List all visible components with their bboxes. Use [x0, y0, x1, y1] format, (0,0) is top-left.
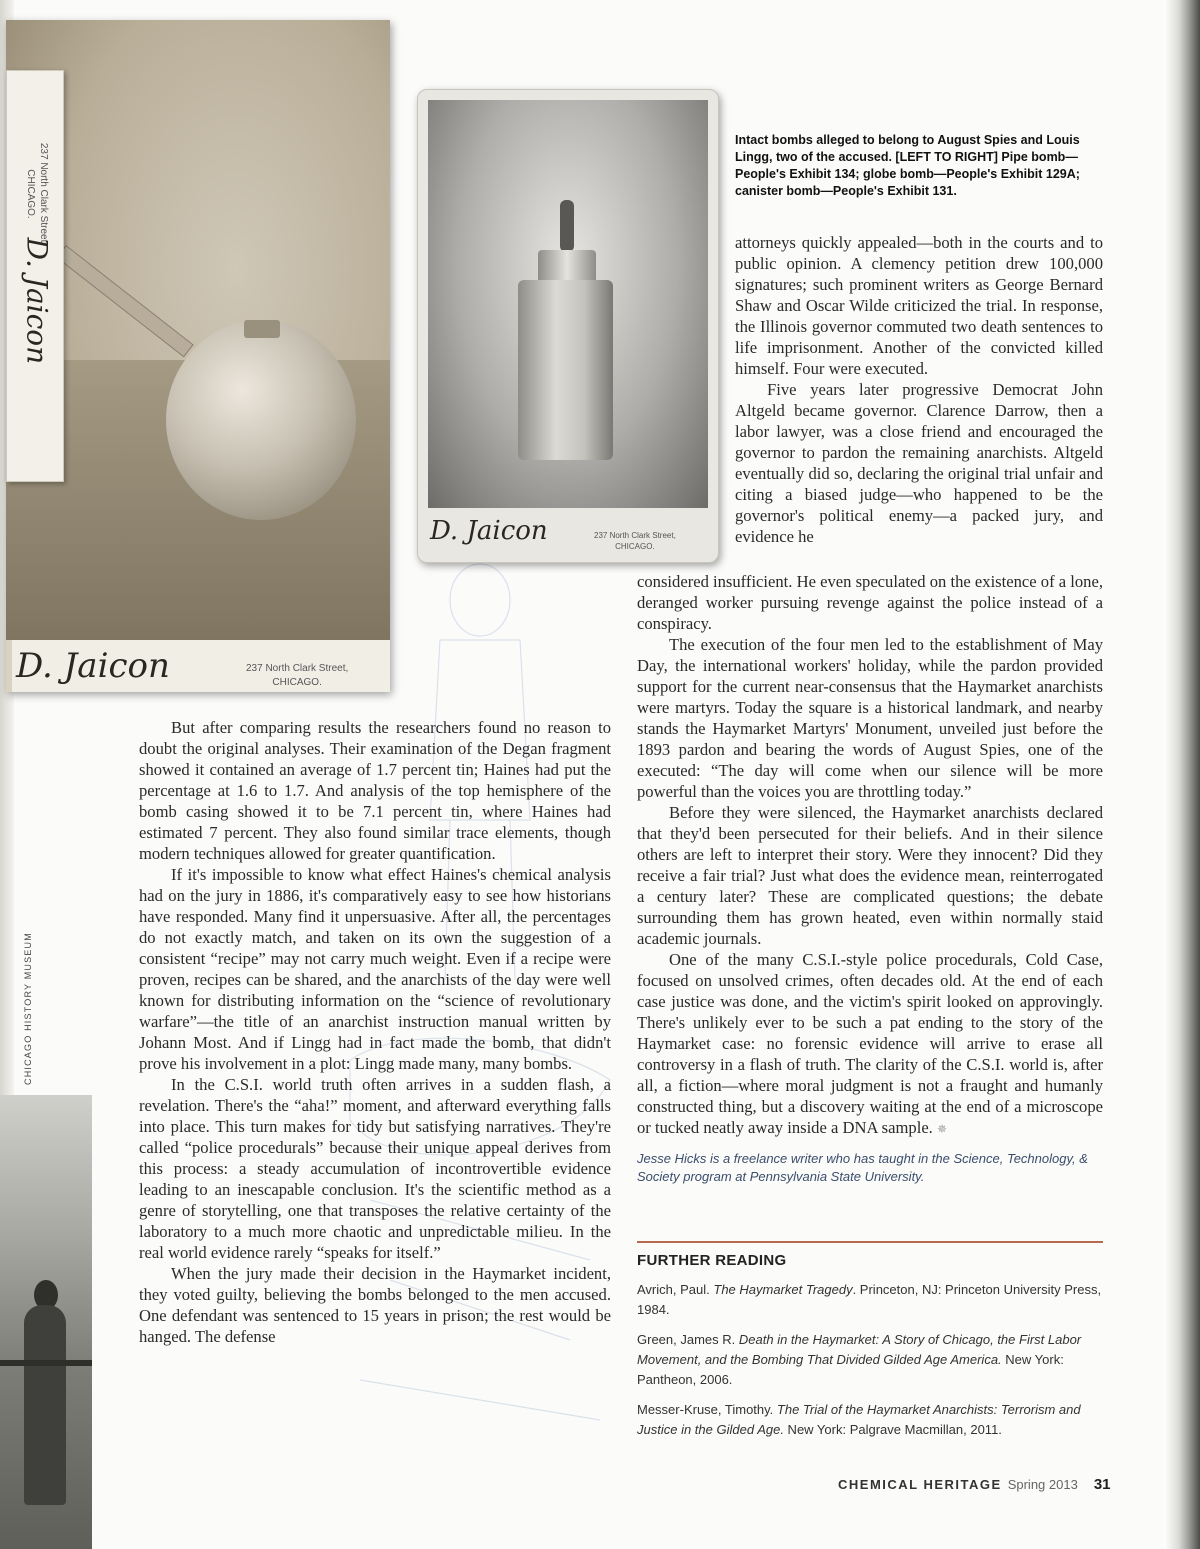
page-footer — [838, 1476, 1111, 1493]
studio-address — [594, 530, 676, 552]
photographer-signature: D. Jaicon — [16, 646, 170, 686]
reference-item — [637, 1280, 1103, 1320]
paragraph: considered insufficient. He even speculated on the existence of a lone, deranged worker pursuing revenge against the police instead of a conspiracy. — [637, 572, 1103, 633]
publication-name: CHEMICAL HERITAGE — [838, 1477, 1002, 1492]
paragraph — [637, 949, 1103, 1140]
reference-item — [637, 1400, 1103, 1440]
ref-title: Death in the Haymarket: A Story of Chicago, the First Labor Movement, and the Bombing That Divided Gilded Age America. — [637, 1332, 1082, 1367]
ref-author: Messer-Kruse, Timothy. — [637, 1402, 774, 1417]
paragraph: When the jury made their decision in the Haymarket incident, they voted guilty, believing the bombs belonged to the men accused. One defendant was sentenced to 15 years in prison; the rest would be hanged. The defense — [139, 1264, 611, 1346]
canister-bomb-photo — [417, 89, 719, 563]
section-divider — [637, 1241, 1103, 1243]
address-line-1: 237 North Clark Street, — [594, 531, 676, 540]
photographer-signature: D. Jaicon — [430, 516, 548, 546]
ref-author: Avrich, Paul. — [637, 1282, 710, 1297]
address-line-2: CHICAGO. — [272, 677, 322, 688]
paragraph-text: One of the many C.S.I.-style police procedurals, Cold Case, focused on unsolved crimes, often decades old. At the end of each case justice was done, and the victim's spirit looked on approvingly. There's unlikely ever to be such a pat ending to the story of the Haymarket case: no forensic evidence will arrive to erase all controversy in a flash of truth. The clarity of the C.S.I. world is, after all, a fiction—where moral judgment is not a fraught and humanly constructed thing, but a discovery waiting at the end of a microscope or tucked neatly away inside a DNA sample. — [637, 950, 1103, 1137]
studio-address — [246, 662, 348, 690]
address-line-1: 237 North Clark Street, — [246, 663, 349, 674]
photo-caption: Intact bombs alleged to belong to August Spies and Louis Lingg, two of the accused. [LEFT TO RIGHT] Pipe bomb—People's Exhibit 134; globe bomb—People's Exhibit 129A; canister bomb—People's Exhibit 131. — [735, 133, 1080, 198]
paragraph: But after comparing results the researchers found no reason to doubt the original analyses. Their examination of the Degan fragment showed it contained an average of 1.7 percent tin; Haines had put the percentage at 1.6 to 1.7. And analysis of the top hemisphere of the bomb casing showed it to be 7.1 percent tin, where Haines had estimated 7 percent. They also found similar trace elements, though modern techniques allowed for greater quantification. — [139, 718, 611, 863]
pipe-card-signature: D. Jaicon — [20, 237, 54, 365]
paragraph: In the C.S.I. world truth often arrives in a sudden flash, a revelation. There's the “aha!” moment, and afterward everything falls into place. This turn makes for tidy but satisfying narratives. They're called “police procedurals” because their unique appeal derives from this process: a steady accumulation of incontrovertible evidence leading to an inescapable conclusion. It's the scientific method as a genre of storytelling, one that transposes the relative certainty of the laboratory to a much more chaotic and unpredictable milieu. In the real world evidence rarely “speaks for itself.” — [139, 1075, 611, 1262]
ref-publication: New York: Pantheon, 2006. — [637, 1352, 1064, 1387]
canister-bomb — [518, 280, 613, 460]
paragraph: If it's impossible to know what effect Haines's chemical analysis had on the jury in 1886, it's comparatively easy to see how historians have responded. Many find it unpersuasive. After all, the percentages do not exactly match, and taken on its own the suggestion of a consistent “recipe” may not carry much weight. Even if a recipe were proven, recipes can be shared, and the anarchists of the day were well known for distributing information on the “science of revolutionary warfare”—the title of an anarchist instruction manual written by Johann Most. And if Lingg had in fact made the bomb, that didn't prove his involvement in a plot: Lingg made many, many bombs. — [139, 865, 611, 1073]
end-mark-icon: ✵ — [937, 1122, 948, 1136]
right-text-column-bottom — [637, 571, 1103, 1186]
ref-author: Green, James R. — [637, 1332, 736, 1347]
right-text-column-top — [735, 232, 1103, 547]
author-bio: Jesse Hicks is a freelance writer who has taught in the Science, Technology, & Society program at Pennsylvania State University. — [637, 1151, 1088, 1184]
credit-text: CHICAGO HISTORY MUSEUM — [23, 932, 33, 1085]
globe-bomb — [166, 320, 356, 520]
ref-title: The Haymarket Tragedy — [713, 1282, 853, 1297]
page-number: 31 — [1093, 1476, 1111, 1493]
address-line-2: CHICAGO. — [615, 542, 655, 552]
left-text-column — [139, 717, 611, 1347]
further-reading-heading: FURTHER READING — [637, 1252, 787, 1269]
man-on-balcony-photo — [0, 1095, 92, 1549]
paragraph: attorneys quickly appealed—both in the courts and to public opinion. A clemency petition drew 100,000 signatures; such prominent writers as George Bernard Shaw and Oscar Wilde criticized the trial. In response, the Illinois governor commuted two death sentences to life imprisonment. Another of the convicted killed himself. Four were executed. — [735, 233, 1103, 378]
reference-item — [637, 1330, 1103, 1390]
ref-publication: New York: Palgrave Macmillan, 2011. — [783, 1422, 1002, 1437]
canister-fuse — [560, 200, 574, 252]
paragraph: Before they were silenced, the Haymarket anarchists declared that they'd been persecuted for their beliefs. And in their silence others are left to interpret their story. Were they innocent? Did they receive a fair trial? Just what does the evidence mean, reinterrogated a century later? These are complicated questions; the debate surrounding them has grown heated, even within normally staid academic journals. — [637, 803, 1103, 948]
address-line-2: CHICAGO. — [25, 169, 36, 219]
address-line-1: 237 North Clark Street, — [38, 142, 49, 246]
further-reading-list — [637, 1280, 1103, 1450]
paragraph: The execution of the four men led to the establishment of May Day, the international workers' holiday, while the pardon provided support for the current near-consensus that the Haymarket anarchists were martyrs. Today the square is a historical landmark, and nearby stands the Haymarket Martyrs' Monument, unveiled just before the 1893 pardon and bearing the words of August Spies, one of the executed: “The day will come when our silence will be more powerful than the voices you are throttling today.” — [637, 635, 1103, 801]
ref-publication: . Princeton, NJ: Princeton University Press, 1984. — [637, 1282, 1102, 1317]
photo-credit — [18, 932, 38, 1090]
balcony-rail — [0, 1360, 92, 1366]
ref-title: The Trial of the Haymarket Anarchists: Terrorism and Justice in the Gilded Age. — [637, 1402, 1081, 1437]
paragraph: Five years later progressive Democrat John Altgeld became governor. Clarence Darrow, then a labor lawyer, was a close friend and encouraged the governor to pardon the remaining anarchists. Altgeld eventually did so, declaring the original trial unfair and citing a biased judge—who happened to be the governor's political enemy—a packed jury, and evidence he — [735, 380, 1103, 546]
issue-label: Spring 2013 — [1007, 1477, 1078, 1492]
figure-body — [24, 1305, 66, 1505]
bomb-cap — [244, 320, 280, 338]
page-edge-shadow — [1164, 0, 1200, 1549]
pipe-bomb-card — [6, 70, 64, 482]
